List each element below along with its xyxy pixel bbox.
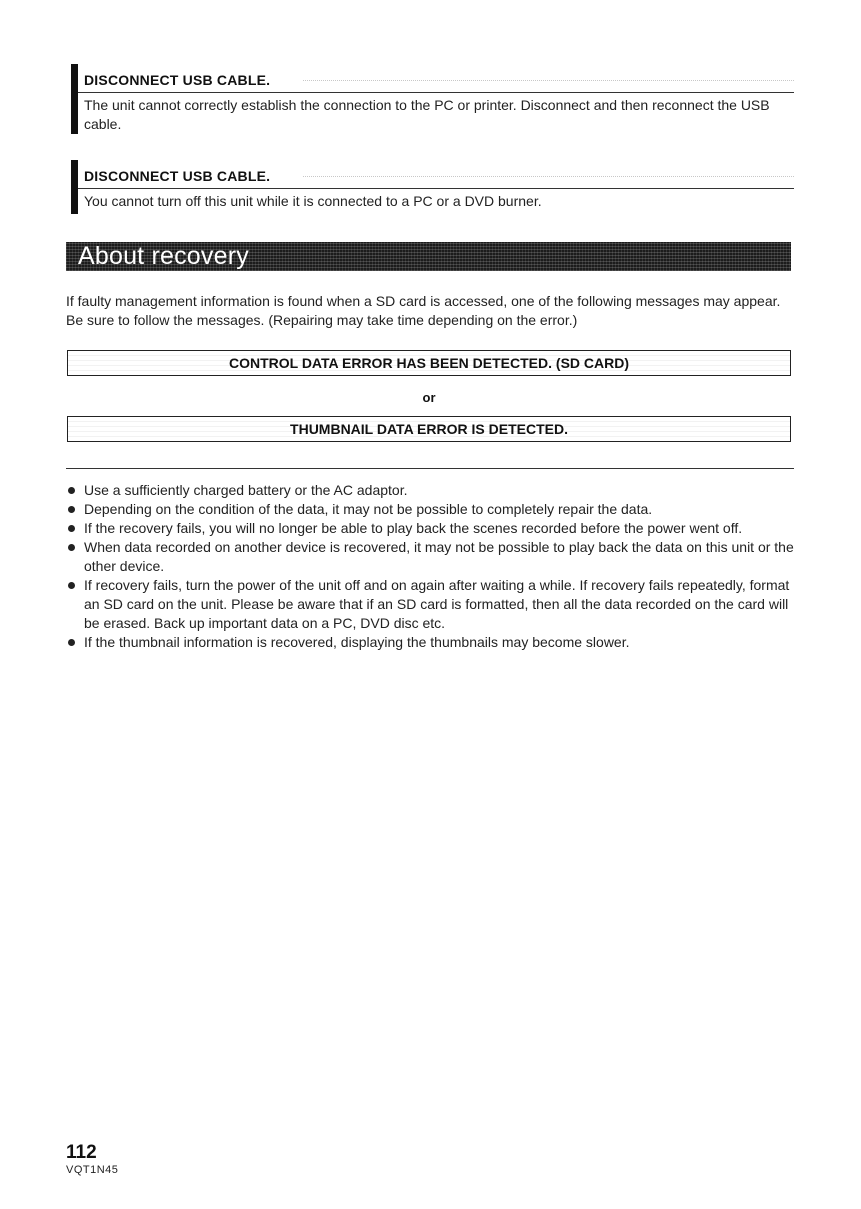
message-text: You cannot turn off this unit while it is connected to a PC or a DVD burner. bbox=[84, 193, 542, 209]
list-item-text: If the thumbnail information is recovered, displaying the thumbnails may become slower. bbox=[84, 634, 630, 650]
document-code: VQT1N45 bbox=[66, 1164, 119, 1176]
section-title: About recovery bbox=[78, 242, 249, 270]
list-item bbox=[66, 538, 796, 576]
message-text: The unit cannot correctly establish the connection to the PC or printer. Disconnect and then reconnect the USB cable. bbox=[84, 97, 770, 132]
bullet-icon bbox=[68, 525, 75, 532]
section-banner bbox=[66, 242, 791, 271]
or-separator: or bbox=[422, 390, 436, 405]
error-message-text: CONTROL DATA ERROR HAS BEEN DETECTED. (SD CARD) bbox=[228, 355, 630, 371]
list-item bbox=[66, 576, 796, 633]
bullet-icon bbox=[68, 582, 75, 589]
message-marker-bar bbox=[71, 64, 78, 134]
list-item-text: When data recorded on another device is recovered, it may not be possible to play back the data on this unit or the other device. bbox=[84, 539, 794, 574]
message-block-2 bbox=[71, 160, 794, 214]
message-rule bbox=[78, 92, 794, 93]
dotted-leader bbox=[303, 176, 794, 177]
bullet-icon bbox=[68, 639, 75, 646]
message-block-1 bbox=[71, 64, 794, 134]
list-item-text: If recovery fails, turn the power of the unit off and on again after waiting a while. If recovery fails repeatedly, format an SD card on the unit. Please be aware that if an SD card is formatted, then all the data recorded on the card will be erased. Back up important data on a PC, DVD disc etc. bbox=[84, 577, 790, 631]
section-intro: If faulty management information is found when a SD card is accessed, one of the following messages may appear. Be sure to follow the messages. (Repairing may take time depending on the error.) bbox=[66, 293, 781, 328]
list-item-text: If the recovery fails, you will no longer be able to play back the scenes recorded before the power went off. bbox=[84, 520, 743, 536]
list-item-text: Use a sufficiently charged battery or the AC adaptor. bbox=[84, 482, 408, 498]
list-item bbox=[66, 500, 796, 519]
bullet-icon bbox=[68, 487, 75, 494]
message-heading: DISCONNECT USB CABLE. bbox=[84, 168, 271, 184]
notes-list bbox=[66, 481, 796, 652]
list-item-text: Depending on the condition of the data, it may not be possible to completely repair the data. bbox=[84, 501, 653, 517]
list-item bbox=[66, 519, 796, 538]
bullet-icon bbox=[68, 544, 75, 551]
divider bbox=[66, 468, 794, 469]
message-rule bbox=[78, 188, 794, 189]
dotted-leader bbox=[303, 80, 794, 81]
page-number: 112 bbox=[66, 1142, 97, 1163]
bullet-icon bbox=[68, 506, 75, 513]
message-marker-bar bbox=[71, 160, 78, 214]
message-heading: DISCONNECT USB CABLE. bbox=[84, 72, 271, 88]
error-message-box-2 bbox=[67, 416, 791, 442]
error-message-box-1 bbox=[67, 350, 791, 376]
error-message-text: THUMBNAIL DATA ERROR IS DETECTED. bbox=[290, 421, 568, 437]
list-item bbox=[66, 633, 796, 652]
list-item bbox=[66, 481, 796, 500]
